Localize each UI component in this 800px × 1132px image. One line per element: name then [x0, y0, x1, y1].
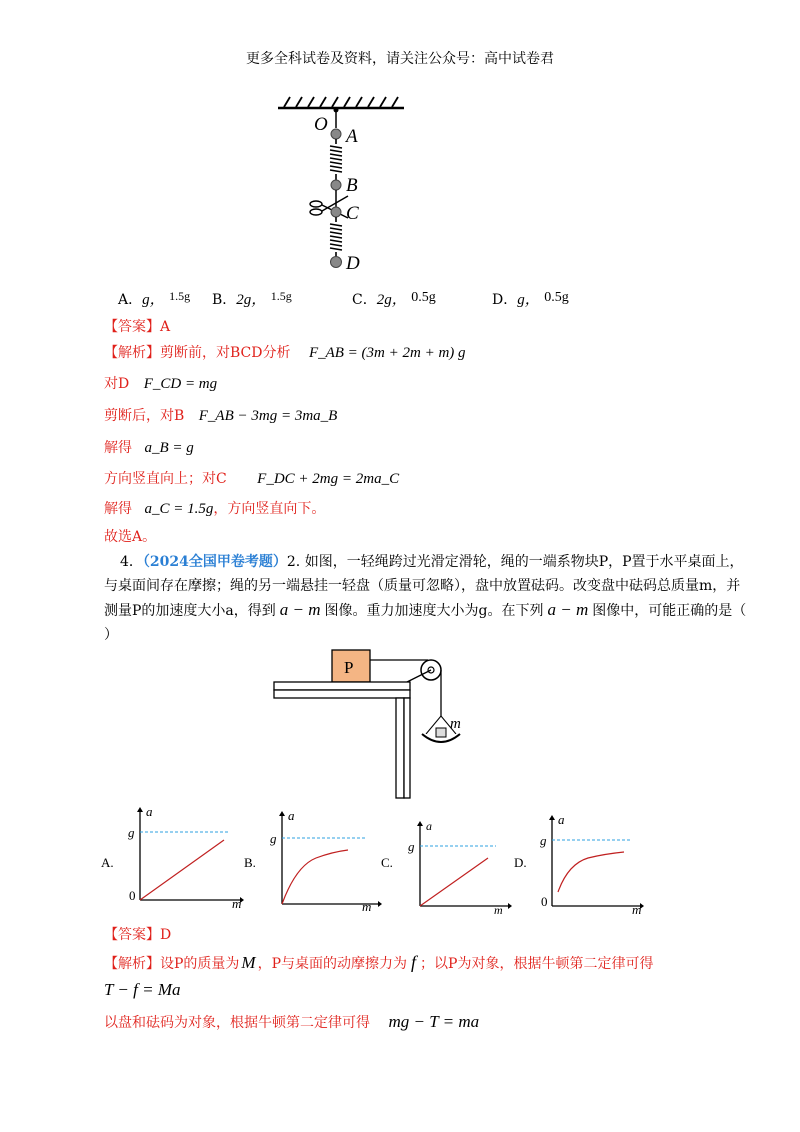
- q3-answer: 【答案】A: [104, 319, 171, 335]
- svg-text:a: a: [288, 808, 295, 823]
- label-O: O: [314, 114, 328, 135]
- svg-text:a: a: [146, 804, 153, 819]
- pulley-table-figure: [268, 646, 488, 802]
- spring-system-figure: [270, 92, 420, 272]
- graph-b: [266, 808, 384, 912]
- label-B: B: [346, 175, 358, 196]
- q3-conclusion: 故选A。: [104, 529, 157, 545]
- q3-analysis-1: 【解析】剪断前，对BCD分析 F_AB = (3m + 2m + m) g: [104, 345, 466, 361]
- q4-answer: 【答案】D: [104, 927, 172, 943]
- q3-analysis-4: 解得 a_B = g: [104, 440, 194, 456]
- svg-text:0: 0: [129, 888, 136, 903]
- label-C: C: [346, 203, 359, 224]
- option-b: B．2g， 1.5g: [212, 289, 292, 308]
- svg-text:m: m: [362, 899, 372, 912]
- svg-text:m: m: [232, 896, 242, 908]
- svg-text:g: g: [128, 825, 135, 840]
- option-d: D．g， 0.5g: [492, 290, 569, 308]
- option-a: A．g， 1.5g: [118, 289, 191, 308]
- q4-stem: 4．（2024全国甲卷考题）2. 如图，一轻绳跨过光滑定滑轮，绳的一端系物块P，P置于水平桌面上， 与桌面间存在摩擦；绳的另一端悬挂一轻盘（质量可忽略），盘中放置砝码。改变盘中砝码总质量m，并 测量P的加速度大小a，得到 a − m 图像。重力加速度大小为g。在下列 a − m 图像中，可能正确的是（ ）: [104, 554, 747, 643]
- label-A: A: [346, 126, 358, 147]
- q3-analysis-3: 剪断后，对B F_AB − 3mg = 3ma_B: [104, 408, 338, 424]
- svg-text:g: g: [540, 833, 547, 848]
- graph-label-a: A.: [101, 855, 114, 870]
- graph-label-d: D.: [514, 855, 527, 870]
- q4-analysis-2: 以盘和砝码为对象，根据牛顿第二定律可得 mg − T = ma: [104, 1012, 480, 1031]
- graph-label-b: B.: [244, 855, 256, 870]
- svg-text:0: 0: [541, 894, 548, 909]
- q3-analysis-6: 解得 a_C = 1.5g，方向竖直向下。: [104, 501, 326, 517]
- svg-text:g: g: [408, 839, 415, 854]
- q3-analysis-5: 方向竖直向上；对C F_DC + 2mg = 2ma_C: [104, 471, 400, 487]
- graph-c: [404, 818, 514, 916]
- svg-text:m: m: [494, 903, 503, 916]
- svg-text:m: m: [632, 902, 642, 916]
- svg-text:m: m: [450, 716, 461, 732]
- label-D: D: [346, 253, 360, 272]
- q3-analysis-2: 对D F_CD = mg: [104, 376, 218, 392]
- q4-eq1: T − f = Ma: [104, 980, 181, 999]
- option-c: C．2g， 0.5g: [352, 290, 436, 308]
- graph-d: [536, 812, 648, 916]
- graph-label-c: C.: [381, 855, 393, 870]
- svg-text:a: a: [558, 812, 565, 827]
- svg-text:P: P: [344, 658, 354, 677]
- q4-analysis-1: 【解析】设P的质量为 M ，P与桌面的动摩擦力为 f ；以P为对象，根据牛顿第二定律可得: [104, 952, 654, 972]
- graph-a: [124, 804, 244, 908]
- svg-text:a: a: [426, 819, 432, 833]
- page-header: 更多全科试卷及资料，请关注公众号：高中试卷君: [246, 51, 554, 67]
- svg-text:g: g: [270, 831, 277, 846]
